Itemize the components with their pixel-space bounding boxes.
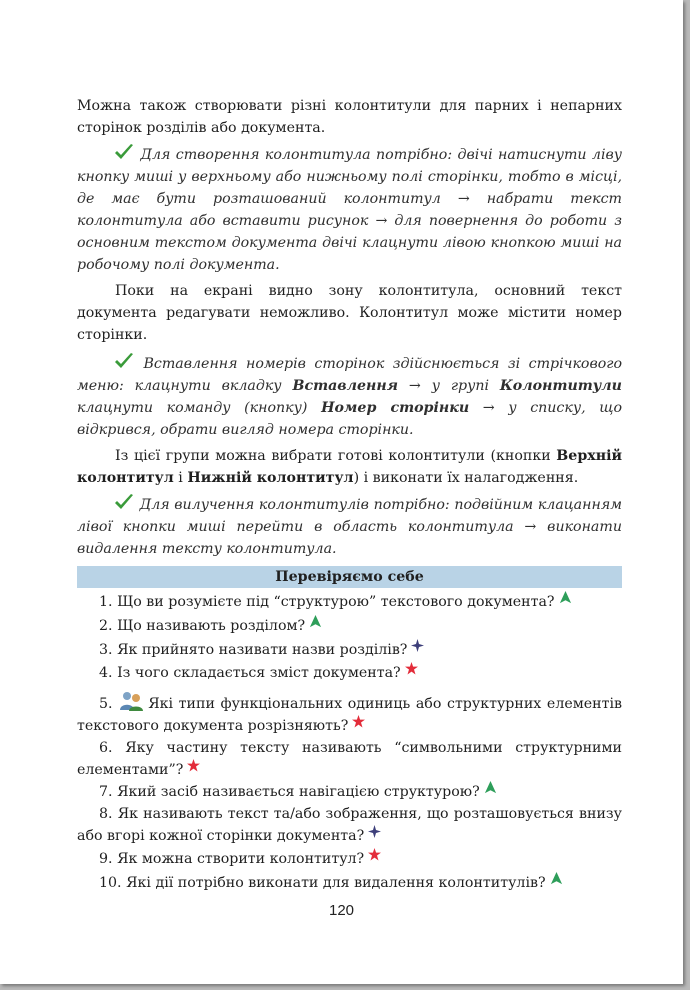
question-7: 7. Який засіб називається навігацією структурою? xyxy=(77,781,622,803)
easy-level-icon xyxy=(550,872,563,885)
intro-paragraph: Можна також створювати різні колонтитули для парних і непарних сторінок розділів або документа. xyxy=(77,98,622,136)
paragraph-header-zone: Поки на екрані видно зону колонтитула, основний текст документа редагувати неможливо. Колонтитул може містити номер сторінки. xyxy=(77,283,622,343)
question-8: 8. Як називають текст та/або зображення, що розташовується внизу або вгорі кожної сторінки документа? xyxy=(77,806,622,844)
term-insert-tab: Вставлення xyxy=(292,378,398,394)
page-content xyxy=(77,95,622,895)
group-work-icon xyxy=(118,690,144,712)
easy-level-icon xyxy=(484,781,497,794)
easy-level-icon xyxy=(559,591,572,604)
hard-level-icon xyxy=(368,848,381,861)
term-header-footer-group: Колонтитули xyxy=(499,378,622,394)
note-remove-header-footer xyxy=(77,493,622,560)
question-9: 9. Як можна створити колонтитул? xyxy=(77,847,622,871)
question-4: 4. Із чого складається зміст документа? xyxy=(77,662,622,684)
question-1: 1. Що ви розумієте під “структурою” текстового документа? xyxy=(77,590,622,614)
note-page-numbers: Вставлення номерів сторінок здійснюється зі стрічкового меню: клацнути вкладку Вставлення → у групі Колонтитули клацнути команду (кнопку) Номер сторінки → у списку, що відкрився, обрати вигляд номера сторінки. xyxy=(77,352,622,441)
note3-text: Для вилучення колонтитулів потрібно: подвійним клацанням лівої кнопки миші перейти в область колонтитула → виконати видалення тексту колонтитула. xyxy=(77,497,622,557)
term-top-header: Верхній колонтитул xyxy=(77,448,622,486)
questions-list xyxy=(77,590,622,895)
medium-level-icon xyxy=(411,639,424,652)
page-number: 120 xyxy=(328,902,355,919)
hard-level-icon xyxy=(405,662,418,675)
hard-level-icon xyxy=(352,715,365,728)
checkmark-icon xyxy=(113,493,135,511)
checkmark-icon xyxy=(113,352,135,370)
section-header-check-yourself: Перевіряємо себе xyxy=(77,566,622,588)
question-2: 2. Що називають розділом? xyxy=(77,614,622,638)
question-5: 5. Які типи функціональних одиниць або структурних елементів текстового документа розрізняють? xyxy=(77,690,622,737)
medium-level-icon xyxy=(368,825,381,838)
question-6: 6. Яку частину тексту називають “символьними структурними елементами”? xyxy=(77,740,622,778)
paragraph-ready-headers: Із цієї групи можна вибрати готові колонтитули (кнопки Верхній колонтитул і Нижній колонтитул) і виконати їх налагодження. xyxy=(77,448,622,486)
hard-level-icon xyxy=(187,759,200,772)
checkmark-icon xyxy=(113,143,135,161)
term-page-number: Номер сторінки xyxy=(321,400,470,416)
question-10: 10. Які дії потрібно виконати для видалення колонтитулів? xyxy=(77,871,622,895)
term-bottom-footer: Нижній колонтитул xyxy=(187,470,354,486)
note-create-header-footer xyxy=(77,143,622,276)
question-3: 3. Як прийнято називати назви розділів? xyxy=(77,638,622,662)
note1-text: Для створення колонтитула потрібно: двічі натиснути ліву кнопку миші у верхньому або нижньому полі сторінки, тобто в місці, де має бути розташований колонтитул → набрати текст колонтитула або вставити рисунок → для повернення до роботи з основним текстом документа двічі клацнути лівою кнопкою миші на робочому полі документа. xyxy=(77,147,622,273)
easy-level-icon xyxy=(309,615,322,628)
